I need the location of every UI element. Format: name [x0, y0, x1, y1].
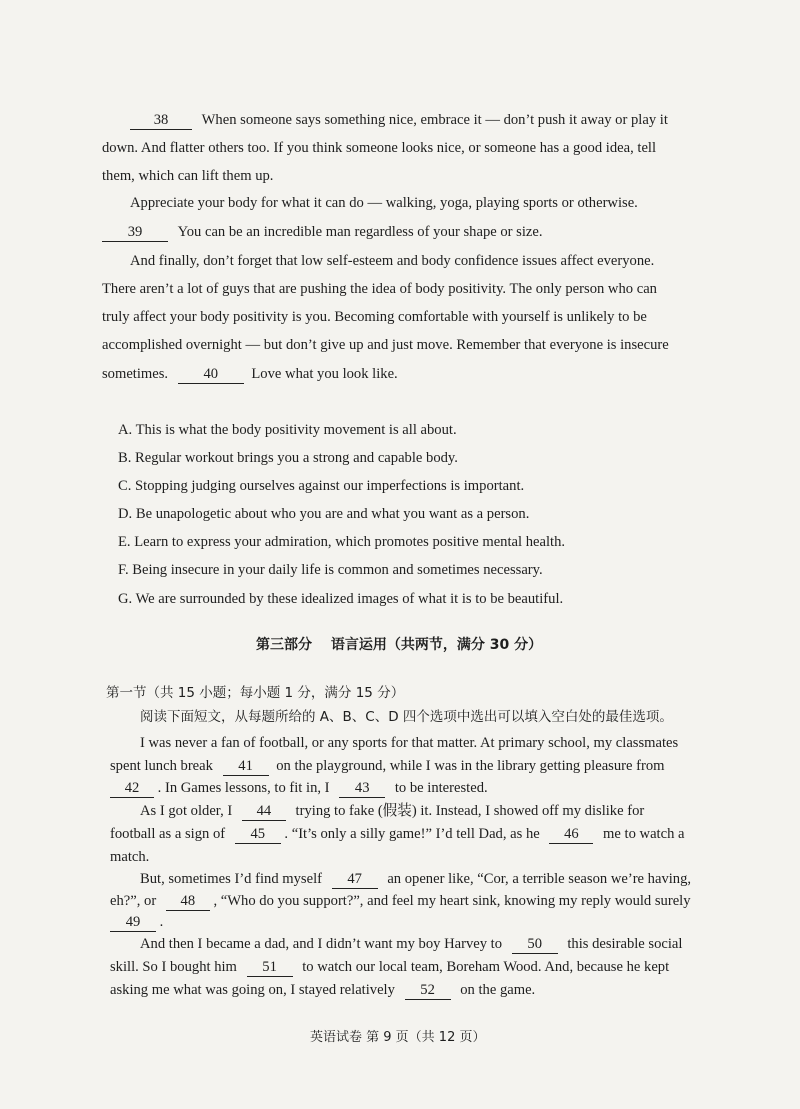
cloze-line-1: I was never a fan of football, or any sports for that matter. At primary school, my classmates: [140, 735, 679, 751]
blank-41: 41: [223, 758, 269, 776]
passage-line-2: down. And flatter others too. If you think someone looks nice, or someone has a good idea, tell: [102, 140, 657, 156]
cloze-line-11: skill. So I bought him 51 to watch our local team, Boreham Wood. And, because he kept: [110, 959, 670, 975]
blank-38: 38: [130, 112, 192, 130]
passage-line-3: them, which can lift them up.: [102, 168, 274, 184]
cloze-line-10: And then I became a dad, and I didn’t want my boy Harvey to 50 this desirable social: [140, 936, 683, 952]
blank-51: 51: [247, 959, 293, 977]
option-f: F. Being insecure in your daily life is common and sometimes necessary.: [118, 562, 543, 578]
blank-45: 45: [235, 826, 281, 844]
passage-line-5: 39 You can be an incredible man regardless of your shape or size.: [102, 222, 543, 242]
blank-50: 50: [512, 936, 558, 954]
cloze-line-5: football as a sign of 45 . “It’s only a silly game!” I’d tell Dad, as he 46 me to watch a: [110, 826, 685, 842]
instruction: 阅读下面短文，从每题所给的 A、B、C、D 四个选项中选出可以填入空白处的最佳选项。: [140, 709, 673, 725]
option-g: G. We are surrounded by these idealized images of what it is to be beautiful.: [118, 591, 564, 607]
option-d: D. Be unapologetic about who you are and what you want as a person.: [118, 506, 530, 522]
blank-48: 48: [166, 893, 210, 911]
cloze-line-2: spent lunch break 41 on the playground, while I was in the library getting pleasure from: [110, 758, 665, 774]
blank-46: 46: [549, 826, 593, 844]
blank-43: 43: [339, 780, 385, 798]
option-e: E. Learn to express your admiration, which promotes positive mental health.: [118, 534, 566, 550]
passage-line-10: sometimes. 40 Love what you look like.: [102, 366, 398, 382]
cloze-line-8: eh?”, or 48 , “Who do you support?”, and feel my heart sink, knowing my reply would surely: [110, 893, 691, 909]
cloze-line-12: asking me what was going on, I stayed relatively 52 on the game.: [110, 982, 536, 998]
page-footer: 英语试卷 第 9 页（共 12 页）: [310, 1030, 486, 1045]
cloze-line-6: match.: [110, 849, 150, 865]
passage-line-7: There aren’t a lot of guys that are pushing the idea of body positivity. The only person who can: [102, 281, 657, 297]
option-c: C. Stopping judging ourselves against our imperfections is important.: [118, 478, 525, 494]
passage-line-6: And finally, don’t forget that low self-esteem and body confidence issues affect everyone.: [130, 253, 655, 269]
passage-line-8: truly affect your body positivity is you. Becoming comfortable with yourself is unlikely to be: [102, 309, 647, 325]
blank-42: 42: [110, 780, 154, 798]
section1-title: 第一节（共 15 小题；每小题 1 分，满分 15 分）: [106, 685, 405, 701]
blank-49: 49: [110, 914, 156, 932]
option-a: A. This is what the body positivity movement is all about.: [118, 422, 457, 438]
cloze-line-4: As I got older, I 44 trying to fake (假装) it. Instead, I showed off my dislike for: [140, 803, 645, 819]
cloze-line-3: 42 . In Games lessons, to fit in, I 43 to be interested.: [110, 778, 488, 798]
passage-line-4: Appreciate your body for what it can do — walking, yoga, playing sports or otherwise.: [130, 195, 638, 211]
passage-line-1: 38 When someone says something nice, embrace it — don’t push it away or play it: [130, 110, 668, 130]
blank-47: 47: [332, 871, 378, 889]
part3-title: 第三部分 语言运用（共两节，满分 30 分）: [256, 637, 543, 653]
blank-40: 40: [178, 366, 244, 384]
blank-39: 39: [102, 224, 168, 242]
passage-line-9: accomplished overnight — but don’t give up and just move. Remember that everyone is insecure: [102, 337, 669, 353]
cloze-line-9: 49 .: [110, 912, 163, 932]
blank-44: 44: [242, 803, 286, 821]
blank-52: 52: [405, 982, 451, 1000]
option-b: B. Regular workout brings you a strong and capable body.: [118, 450, 458, 466]
cloze-line-7: But, sometimes I’d find myself 47 an opener like, “Cor, a terrible season we’re having,: [140, 871, 692, 887]
